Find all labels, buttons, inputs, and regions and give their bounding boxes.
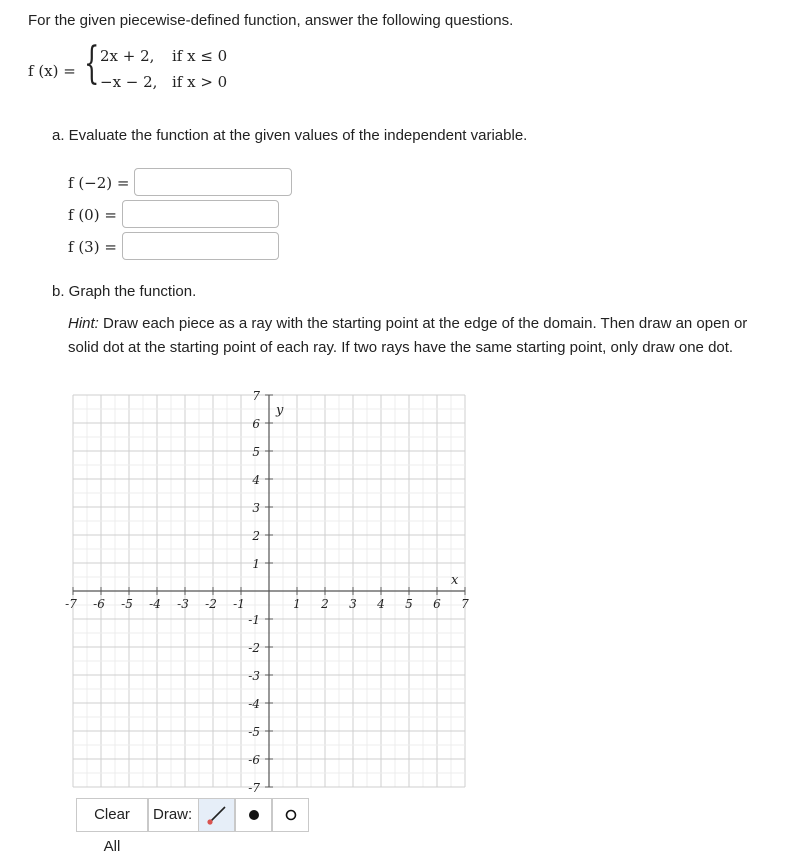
x-tick-label: -1 <box>233 597 245 611</box>
case1-expression: 2x + 2, <box>100 47 155 65</box>
y-tick-label: 1 <box>252 557 260 571</box>
solid-dot-tool-button[interactable] <box>235 798 272 832</box>
y-tick-label: 6 <box>252 417 260 431</box>
x-tick-label: 1 <box>293 597 301 611</box>
x-tick-label: -6 <box>93 597 105 611</box>
question-title: For the given piecewise-defined function, answer the following questions. <box>28 12 514 29</box>
x-tick-label: 5 <box>405 597 413 611</box>
y-tick-label: -2 <box>248 641 260 655</box>
piecewise-brace: { <box>84 38 100 89</box>
y-tick-label: -1 <box>248 613 260 627</box>
x-tick-label: -5 <box>121 597 133 611</box>
case1-condition: if x ≤ 0 <box>172 47 228 65</box>
hint-label: Hint: <box>68 315 99 332</box>
x-tick-label: 4 <box>377 597 385 611</box>
y-tick-label: -3 <box>248 669 260 683</box>
solid-dot-icon <box>246 807 262 823</box>
x-tick-label: 2 <box>321 597 329 611</box>
x-tick-label: -4 <box>149 597 161 611</box>
y-tick-label: -4 <box>248 697 260 711</box>
y-tick-label: 5 <box>252 445 260 459</box>
open-dot-icon <box>283 807 299 823</box>
y-tick-label: -6 <box>248 753 260 767</box>
eval-label-2: f (0) = <box>68 206 117 224</box>
x-tick-label: -2 <box>205 597 217 611</box>
y-tick-label: -7 <box>248 781 260 795</box>
y-tick-label: 7 <box>252 389 260 403</box>
eval-label-1: f (−2) = <box>68 174 130 192</box>
x-axis-label: x <box>451 573 459 588</box>
axes <box>73 395 465 787</box>
case2-condition: if x > 0 <box>172 73 228 91</box>
y-tick-label: 3 <box>252 501 260 515</box>
open-dot-tool-button[interactable] <box>272 798 309 832</box>
draw-label-text: Draw: <box>153 806 193 823</box>
y-tick-label: 2 <box>252 529 260 543</box>
x-tick-label: -3 <box>177 597 189 611</box>
x-tick-label: 6 <box>433 597 441 611</box>
x-tick-label: -7 <box>65 597 77 611</box>
case2-expression: −x − 2, <box>100 73 158 91</box>
y-axis-label: y <box>276 403 284 418</box>
part-b-prompt: b. Graph the function. <box>52 283 197 300</box>
y-tick-label: 4 <box>252 473 260 487</box>
function-name: f (x) = <box>28 62 76 80</box>
x-tick-label: 3 <box>349 597 357 611</box>
hint-body: Draw each piece as a ray with the starting point at the edge of the domain. Then draw an open or solid dot at the starting point of each ray. If two rays have the same starting point, only draw one dot. <box>68 315 748 356</box>
part-a-prompt: a. Evaluate the function at the given values of the independent variable. <box>52 127 528 144</box>
ray-tool-button[interactable] <box>198 798 235 832</box>
x-tick-label: 7 <box>461 597 469 611</box>
ray-icon <box>205 803 229 827</box>
y-tick-label: -5 <box>248 725 260 739</box>
eval-label-3: f (3) = <box>68 238 117 256</box>
clear-all-button[interactable]: Clear All <box>76 798 148 832</box>
